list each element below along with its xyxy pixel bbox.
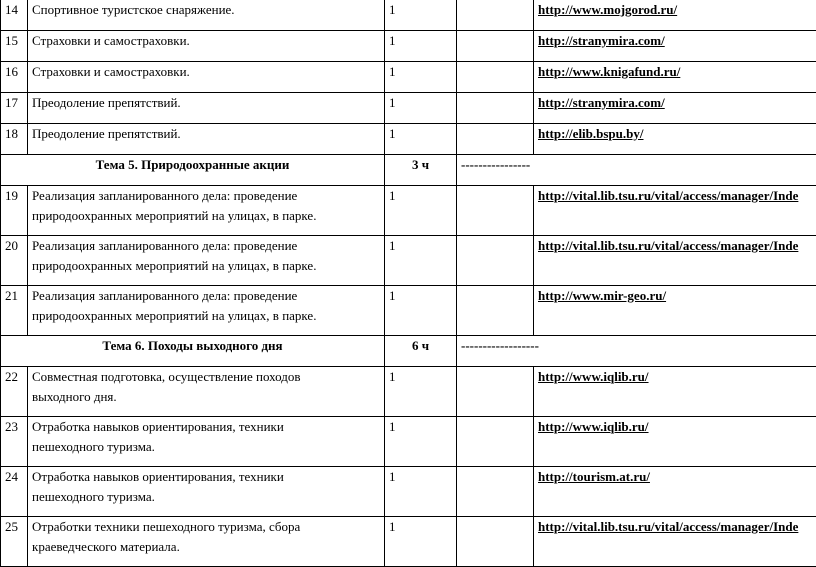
lesson-row — [1, 186, 816, 236]
resource-link[interactable]: http://www.iqlib.ru/ — [538, 419, 649, 434]
lesson-title-line: Отработка навыков ориентирования, техники — [32, 467, 380, 487]
topic-header-row — [1, 155, 816, 186]
lesson-title-line: Страховки и самостраховки. — [32, 62, 380, 82]
lesson-number: 20 — [1, 236, 28, 286]
lesson-title — [28, 236, 385, 286]
lesson-hours: 1 — [385, 31, 457, 62]
lesson-title — [28, 0, 385, 31]
resource-link[interactable]: http://stranymira.com/ — [538, 33, 665, 48]
resource-link-cell — [534, 124, 816, 155]
lesson-number: 23 — [1, 417, 28, 467]
resource-link-cell — [534, 186, 816, 236]
lesson-row — [1, 31, 816, 62]
empty-cell — [457, 93, 534, 124]
lesson-hours: 1 — [385, 93, 457, 124]
lesson-title — [28, 367, 385, 417]
lesson-title-line: природоохранных мероприятий на улицах, в парке. — [32, 206, 380, 226]
lesson-title-line: Страховки и самостраховки. — [32, 31, 380, 51]
lesson-row — [1, 417, 816, 467]
resource-link[interactable]: http://vital.lib.tsu.ru/vital/access/manager/Inde — [538, 519, 798, 534]
lesson-title-line: Реализация запланированного дела: проведение — [32, 186, 380, 206]
lesson-hours: 1 — [385, 186, 457, 236]
lesson-title — [28, 62, 385, 93]
resource-link-cell — [534, 467, 816, 517]
lesson-title — [28, 517, 385, 567]
lesson-title — [28, 124, 385, 155]
lesson-hours: 1 — [385, 0, 457, 31]
lesson-number: 17 — [1, 93, 28, 124]
empty-cell — [457, 286, 534, 336]
lesson-hours: 1 — [385, 236, 457, 286]
lesson-title-line: Преодоление препятствий. — [32, 93, 380, 113]
lesson-row — [1, 236, 816, 286]
lesson-hours: 1 — [385, 62, 457, 93]
resource-link-cell — [534, 417, 816, 467]
lesson-hours: 1 — [385, 124, 457, 155]
topic-header-row — [1, 336, 816, 367]
lesson-row — [1, 124, 816, 155]
empty-cell — [457, 124, 534, 155]
lesson-number: 16 — [1, 62, 28, 93]
lesson-title-line: выходного дня. — [32, 387, 380, 407]
lesson-title — [28, 186, 385, 236]
resource-link[interactable]: http://vital.lib.tsu.ru/vital/access/manager/Inde — [538, 238, 798, 253]
resource-link-cell — [534, 236, 816, 286]
lesson-row — [1, 517, 816, 567]
lesson-hours: 1 — [385, 517, 457, 567]
lesson-title — [28, 417, 385, 467]
resource-link-cell — [534, 93, 816, 124]
resource-link[interactable]: http://www.knigafund.ru/ — [538, 64, 680, 79]
lesson-title-line: Отработка навыков ориентирования, техники — [32, 417, 380, 437]
lesson-title-line: пешеходного туризма. — [32, 487, 380, 507]
lesson-title-line: пешеходного туризма. — [32, 437, 380, 457]
topic-title: Тема 5. Природоохранные акции — [1, 155, 385, 186]
resource-link[interactable]: http://stranymira.com/ — [538, 95, 665, 110]
lesson-title-line: Реализация запланированного дела: проведение — [32, 236, 380, 256]
lesson-hours: 1 — [385, 467, 457, 517]
empty-cell — [457, 517, 534, 567]
lesson-title-line: Отработки техники пешеходного туризма, сбора — [32, 517, 380, 537]
resource-link-cell — [534, 286, 816, 336]
lesson-title — [28, 93, 385, 124]
lesson-title-line: Реализация запланированного дела: проведение — [32, 286, 380, 306]
resource-link[interactable]: http://elib.bspu.by/ — [538, 126, 644, 141]
resource-link[interactable]: http://vital.lib.tsu.ru/vital/access/manager/Inde — [538, 188, 798, 203]
lesson-row — [1, 286, 816, 336]
lesson-row — [1, 0, 816, 31]
resource-link-cell — [534, 31, 816, 62]
lesson-title-line: Спортивное туристское снаряжение. — [32, 0, 380, 20]
lesson-number: 18 — [1, 124, 28, 155]
lesson-row — [1, 93, 816, 124]
empty-cell — [457, 367, 534, 417]
lesson-number: 15 — [1, 31, 28, 62]
topic-hours: 3 ч — [385, 155, 457, 186]
resource-link-cell — [534, 0, 816, 31]
lesson-title-line: Преодоление препятствий. — [32, 124, 380, 144]
lesson-number: 24 — [1, 467, 28, 517]
resource-link[interactable]: http://www.mojgorod.ru/ — [538, 2, 677, 17]
resource-link-cell — [534, 517, 816, 567]
lesson-number: 22 — [1, 367, 28, 417]
empty-cell — [457, 236, 534, 286]
lesson-title — [28, 467, 385, 517]
lesson-number: 25 — [1, 517, 28, 567]
lesson-title — [28, 286, 385, 336]
lesson-title-line: Совместная подготовка, осуществление походов — [32, 367, 380, 387]
lesson-hours: 1 — [385, 367, 457, 417]
topic-hours: 6 ч — [385, 336, 457, 367]
table-body — [1, 0, 816, 567]
lesson-title-line: природоохранных мероприятий на улицах, в парке. — [32, 306, 380, 326]
empty-cell — [457, 0, 534, 31]
resource-link[interactable]: http://www.iqlib.ru/ — [538, 369, 649, 384]
lesson-title-line: краеведческого материала. — [32, 537, 380, 557]
lesson-hours: 1 — [385, 286, 457, 336]
empty-cell — [457, 467, 534, 517]
lesson-number: 21 — [1, 286, 28, 336]
lesson-hours: 1 — [385, 417, 457, 467]
empty-cell — [457, 186, 534, 236]
empty-cell — [457, 62, 534, 93]
lesson-title-line: природоохранных мероприятий на улицах, в парке. — [32, 256, 380, 276]
topic-title: Тема 6. Походы выходного дня — [1, 336, 385, 367]
topic-dashes: ------------------ — [457, 336, 816, 367]
lesson-row — [1, 467, 816, 517]
resource-link-cell — [534, 367, 816, 417]
topic-dashes: ---------------- — [457, 155, 816, 186]
lesson-row — [1, 62, 816, 93]
lesson-row — [1, 367, 816, 417]
lesson-number: 19 — [1, 186, 28, 236]
empty-cell — [457, 417, 534, 467]
lesson-number: 14 — [1, 0, 28, 31]
empty-cell — [457, 31, 534, 62]
resource-link[interactable]: http://tourism.at.ru/ — [538, 469, 650, 484]
resource-link-cell — [534, 62, 816, 93]
resource-link[interactable]: http://www.mir-geo.ru/ — [538, 288, 666, 303]
lesson-title — [28, 31, 385, 62]
